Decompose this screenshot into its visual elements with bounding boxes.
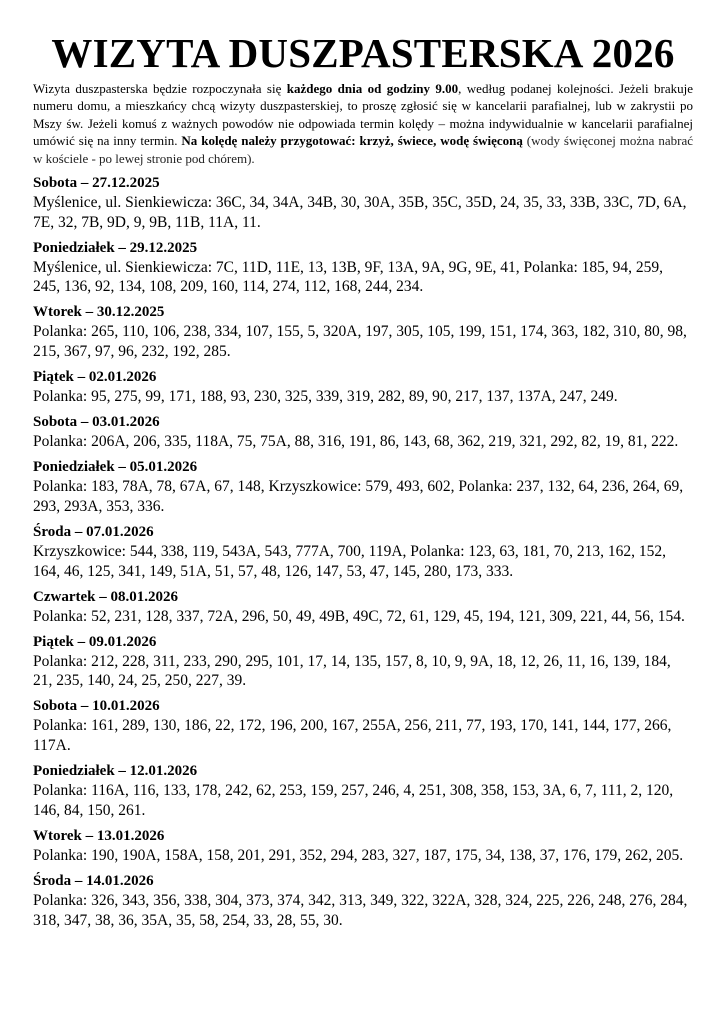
visit-day — [33, 303, 693, 361]
intro-text-1: Wizyta duszpasterska będzie rozpoczynała się — [33, 81, 287, 96]
visit-addresses: Myślenice, ul. Sienkiewicza: 36C, 34, 34A, 34B, 30, 30A, 35B, 35C, 35D, 24, 35, 33, 33B, 33C, 7D, 6A, 7E, 32, 7B, 9D, 9, 9B, 11B, 11A, 11. — [33, 194, 687, 231]
visit-day — [33, 762, 693, 820]
visit-day — [33, 588, 693, 627]
visit-day — [33, 827, 693, 866]
visit-addresses: Polanka: 265, 110, 106, 238, 334, 107, 155, 5, 320A, 197, 305, 105, 199, 151, 174, 363, 182, 310, 80, 98, 215, 367, 97, 96, 232, 192, 285. — [33, 323, 687, 360]
visit-date: Poniedziałek – 12.01.2026 — [33, 763, 198, 780]
visit-date: Sobota – 03.01.2026 — [33, 414, 160, 431]
visit-day — [33, 872, 693, 930]
visit-date: Poniedziałek – 05.01.2026 — [33, 459, 198, 476]
document-page — [33, 30, 693, 930]
visit-day — [33, 239, 693, 297]
intro-text-3: (wody święconej można nabrać w kościele - po lewej stronie pod chórem). — [33, 133, 693, 166]
visit-addresses: Myślenice, ul. Sienkiewicza: 7C, 11D, 11E, 13, 13B, 9F, 13A, 9A, 9G, 9E, 41, Polanka: 185, 94, 259, 245, 136, 92, 134, 108, 209, 160, 114, 274, 112, 168, 244, 234. — [33, 258, 664, 296]
visit-date: Piątek – 09.01.2026 — [33, 633, 157, 650]
visit-addresses: Polanka: 52, 231, 128, 337, 72A, 296, 50, 49, 49B, 49C, 72, 61, 129, 45, 194, 121, 309, 221, 44, 56, 154. — [33, 607, 685, 625]
visit-addresses: Polanka: 116A, 116, 133, 178, 242, 62, 253, 159, 257, 246, 4, 251, 308, 358, 153, 3A, 6, 7, 111, 2, 120, 146, 84, 150, 261. — [33, 782, 674, 819]
visit-day — [33, 523, 693, 581]
visit-day — [33, 458, 693, 516]
visit-day — [33, 174, 693, 232]
visit-schedule — [33, 174, 693, 930]
visit-date: Środa – 07.01.2026 — [33, 523, 154, 540]
visit-day — [33, 633, 693, 691]
visit-day — [33, 368, 693, 407]
visit-addresses: Polanka: 326, 343, 356, 338, 304, 373, 374, 342, 313, 349, 322, 322A, 328, 324, 225, 226, 248, 276, 284, 318, 347, 38, 36, 35A, 35, 58, 254, 33, 28, 55, 30. — [33, 891, 688, 929]
visit-date: Piątek – 02.01.2026 — [33, 369, 157, 386]
visit-addresses: Polanka: 190, 190A, 158A, 158, 201, 291, 352, 294, 283, 327, 187, 175, 34, 138, 37, 176, 179, 262, 205. — [33, 846, 684, 864]
visit-date: Sobota – 27.12.2025 — [33, 175, 160, 192]
visit-date: Sobota – 10.01.2026 — [33, 698, 160, 715]
page-title: WIZYTA DUSZPASTERSKA 2026 — [51, 30, 675, 76]
visit-addresses: Polanka: 212, 228, 311, 233, 290, 295, 101, 17, 14, 135, 157, 8, 10, 9, 9A, 18, 12, 26, 11, 16, 139, 184, 21, 235, 140, 24, 25, 250, 227, 39. — [33, 652, 671, 690]
visit-date: Wtorek – 13.01.2026 — [33, 827, 165, 844]
intro-bold-prepare: Na kolędę należy przygotować: krzyż, świece, wodę święconą — [181, 133, 523, 149]
visit-addresses: Polanka: 95, 275, 99, 171, 188, 93, 230, 325, 339, 319, 282, 89, 90, 217, 137, 137A, 247, 249. — [33, 388, 618, 406]
visit-date: Środa – 14.01.2026 — [33, 872, 154, 889]
intro-text-2: , według podanej kolejności. Jeżeli brakuje numeru domu, a mieszkańcy chcą wizyty duszpasterskiej, to proszę zgłosić się w kancelarii parafialnej, lub w zakrystii po Mszy św. Jeżeli komuś z ważnych powodów nie odpowiada termin kolędy – można indywidualnie w kancelarii parafialnej umówić się na inny termin. — [33, 81, 693, 149]
visit-date: Wtorek – 30.12.2025 — [33, 304, 165, 321]
visit-date: Poniedziałek – 29.12.2025 — [33, 239, 198, 256]
visit-addresses: Krzyszkowice: 544, 338, 119, 543A, 543, 777A, 700, 119A, Polanka: 123, 63, 181, 70, 213, 162, 152, 164, 46, 125, 341, 149, 51A, 51, 57, 48, 126, 147, 53, 47, 145, 280, 173, 333. — [33, 542, 667, 580]
visit-day — [33, 413, 693, 452]
visit-day — [33, 697, 693, 755]
visit-addresses: Polanka: 161, 289, 130, 186, 22, 172, 196, 200, 167, 255A, 256, 211, 77, 193, 170, 141, 144, 177, 266, 117A. — [33, 717, 672, 755]
intro-bold-hours: każdego dnia od godziny 9.00 — [286, 81, 459, 96]
visit-addresses: Polanka: 183, 78A, 78, 67A, 67, 148, Krzyszkowice: 579, 493, 602, Polanka: 237, 132, 64, 236, 264, 69, 293, 293A, 353, 336. — [33, 478, 684, 515]
visit-date: Czwartek – 08.01.2026 — [33, 588, 178, 605]
intro-paragraph — [33, 80, 693, 167]
visit-addresses: Polanka: 206A, 206, 335, 118A, 75, 75A, 88, 316, 191, 86, 143, 68, 362, 219, 321, 292, 82, 19, 81, 222. — [33, 433, 679, 451]
